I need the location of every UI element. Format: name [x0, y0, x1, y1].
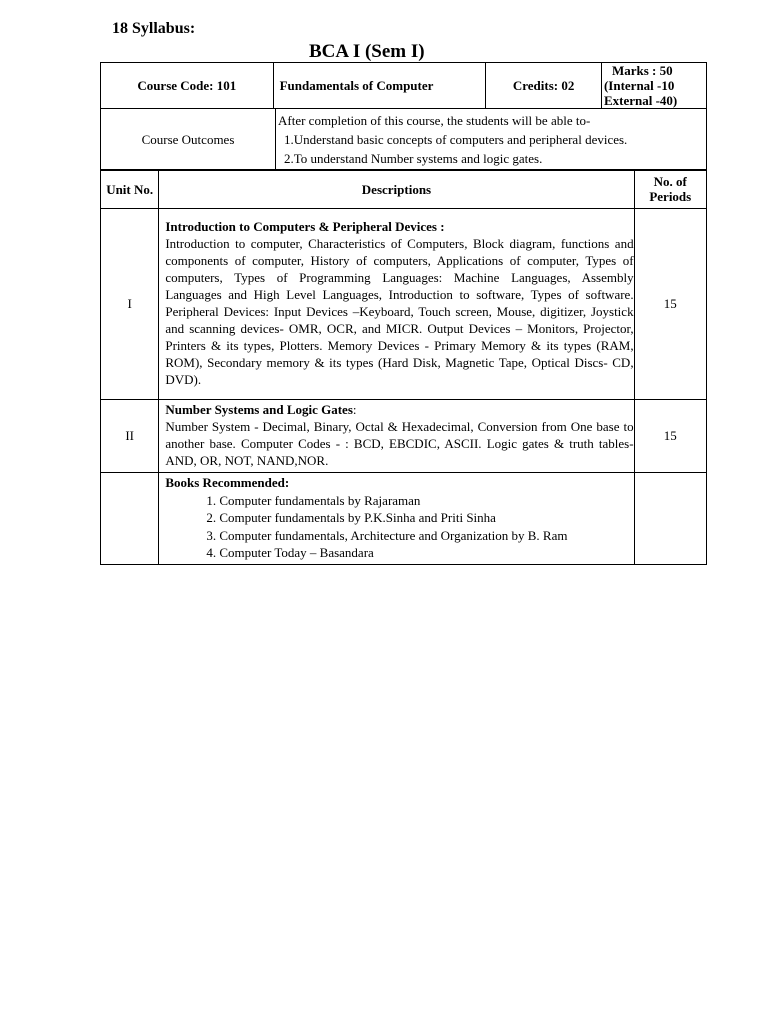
empty-unit-cell — [101, 472, 159, 564]
unit-number: II — [101, 400, 159, 473]
course-info-row — [101, 63, 707, 109]
unit-description — [159, 400, 634, 473]
books-recommended — [159, 472, 634, 564]
unit-body: Number System - Decimal, Binary, Octal & Hexadecimal, Conversion from One base to another base. Computer Codes - : BCD, EBCDIC, ASCII. Logic gates & truth tables- AND, OR, NOT, NAND,NOR. — [165, 418, 634, 468]
books-title: Books Recommended: — [165, 474, 290, 490]
unit-title: Introduction to Computers & Peripheral Devices : — [165, 219, 445, 235]
unit-description — [159, 209, 634, 400]
marks-external: External -40) — [603, 93, 678, 108]
course-outcomes-label: Course Outcomes — [101, 109, 276, 171]
unit-title: Number Systems and Logic Gates — [165, 402, 353, 417]
list-item: 1. Computer fundamentals by Rajaraman — [219, 492, 633, 510]
list-item: 2. Computer fundamentals by P.K.Sinha and Priti Sinha — [219, 509, 633, 527]
unit-number: I — [101, 209, 159, 400]
syllabus-header-row — [101, 170, 707, 209]
unit-body: Introduction to computer, Characteristics of Computers, Block diagram, functions and components of computer, History of computers, Applications of computer, Types of computers, Types of Programming Languages: Machine Languages, Assembly Languages and High Level Languages, Introduction to software, Types of software. Peripheral Devices: Input Devices –Keyboard, Touch screen, Mouse, digitizer, Joystick and scanning devices- OMR, OCR, and MICR. Output Devices – Monitors, Projector, Printers & its types, Plotters. Memory Devices - Primary Memory & its types (RAM, ROM), Secondary memory & its types (Hard Disk, Magnetic Tape, Optical Discs- CD, DVD). — [165, 236, 634, 387]
outcomes-intro: After completion of this course, the students will be able to- — [278, 113, 591, 128]
outcome-item-2: 2.To understand Number systems and logic gates. — [284, 151, 543, 166]
unit-title-line — [165, 402, 633, 419]
semester-title: BCA I (Sem I) — [309, 41, 425, 62]
header-unit: Unit No. — [101, 170, 159, 209]
list-item: 4. Computer Today – Basandara — [219, 544, 633, 562]
course-credits: Credits: 02 — [486, 63, 602, 109]
marks-internal: (Internal -10 — [603, 78, 675, 93]
course-outcomes-table — [100, 108, 707, 171]
course-code: Course Code: 101 — [101, 63, 274, 109]
course-name: Fundamentals of Computer — [273, 63, 486, 109]
course-info-table — [100, 62, 707, 109]
page-heading: 18 Syllabus: — [112, 20, 196, 37]
header-periods: No. of Periods — [634, 170, 706, 209]
course-outcomes-text — [276, 109, 707, 171]
course-outcomes-row — [101, 109, 707, 171]
table-row — [101, 209, 707, 400]
table-row — [101, 400, 707, 473]
header-descriptions: Descriptions — [159, 170, 634, 209]
unit-title-suffix: : — [352, 402, 357, 417]
unit-periods: 15 — [634, 209, 706, 400]
course-marks — [601, 63, 706, 109]
outcome-item-1: 1.Understand basic concepts of computers and peripheral devices. — [284, 132, 628, 147]
marks-total: Marks : 50 — [611, 63, 673, 78]
list-item: 3. Computer fundamentals, Architecture and Organization by B. Ram — [219, 527, 633, 545]
syllabus-table — [100, 169, 707, 565]
books-list — [165, 492, 633, 562]
empty-periods-cell — [634, 472, 706, 564]
table-row — [101, 472, 707, 564]
unit-periods: 15 — [634, 400, 706, 473]
